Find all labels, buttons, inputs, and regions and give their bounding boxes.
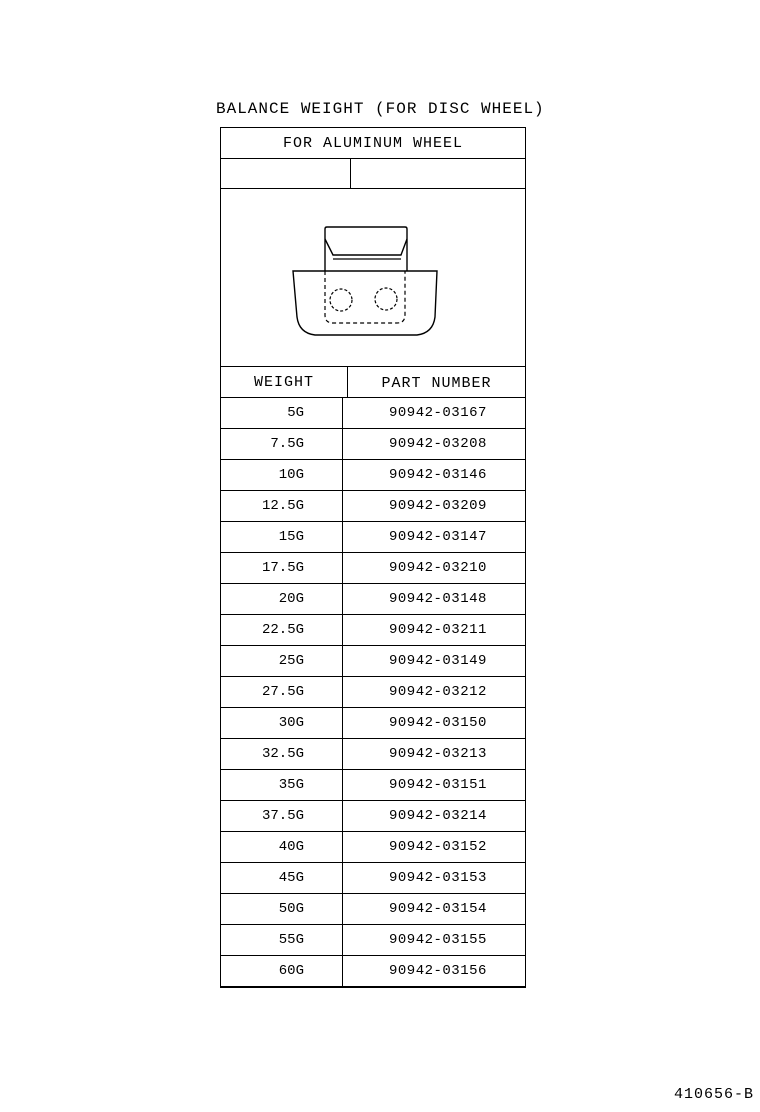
balance-weight-drawing [221, 189, 525, 367]
weight-cell: 55G [221, 925, 343, 955]
table-row [221, 925, 525, 956]
weight-cell: 45G [221, 863, 343, 893]
part-number-cell: 90942-03152 [389, 839, 487, 855]
part-number-cell: 90942-03155 [389, 932, 487, 948]
part-number-cell: 90942-03147 [389, 529, 487, 545]
weight-cell: 20G [221, 584, 343, 614]
part-number-cell: 90942-03150 [389, 715, 487, 731]
table-subtitle: FOR ALUMINUM WHEEL [221, 128, 525, 159]
part-number-cell: 90942-03149 [389, 653, 487, 669]
part-number-cell: 90942-03212 [389, 684, 487, 700]
table-row [221, 398, 525, 429]
figure-id: 410656-B [673, 1086, 754, 1103]
table-row [221, 956, 525, 987]
part-number-cell: 90942-03167 [389, 405, 487, 421]
table-row [221, 429, 525, 460]
part-number-cell: 90942-03156 [389, 963, 487, 979]
parts-table [220, 127, 526, 988]
table-row [221, 894, 525, 925]
table-row [221, 522, 525, 553]
weight-cell: 7.5G [221, 429, 343, 459]
weight-cell: 37.5G [221, 801, 343, 831]
column-header-weight: WEIGHT [221, 367, 348, 397]
weight-cell: 10G [221, 460, 343, 490]
column-header-row [221, 367, 525, 398]
part-number-cell: 90942-03154 [389, 901, 487, 917]
page-title: BALANCE WEIGHT (FOR DISC WHEEL) [216, 100, 545, 118]
column-header-part-number: PART NUMBER [381, 375, 492, 392]
part-number-cell: 90942-03209 [389, 498, 487, 514]
weight-cell: 15G [221, 522, 343, 552]
part-number-cell: 90942-03210 [389, 560, 487, 576]
blank-row [221, 159, 525, 189]
weight-cell: 5G [221, 398, 343, 428]
part-number-cell: 90942-03146 [389, 467, 487, 483]
table-row [221, 708, 525, 739]
table-row [221, 801, 525, 832]
blank-cell-left [221, 159, 351, 188]
table-row [221, 739, 525, 770]
table-row [221, 832, 525, 863]
table-row [221, 491, 525, 522]
part-number-cell: 90942-03153 [389, 870, 487, 886]
table-row [221, 863, 525, 894]
weight-cell: 60G [221, 956, 343, 986]
weight-cell: 40G [221, 832, 343, 862]
table-row [221, 770, 525, 801]
weight-cell: 17.5G [221, 553, 343, 583]
weight-cell: 22.5G [221, 615, 343, 645]
part-number-cell: 90942-03213 [389, 746, 487, 762]
weight-cell: 32.5G [221, 739, 343, 769]
table-body [221, 398, 525, 987]
table-row [221, 460, 525, 491]
weight-cell: 30G [221, 708, 343, 738]
table-row [221, 677, 525, 708]
part-number-cell: 90942-03208 [389, 436, 487, 452]
weight-cell: 27.5G [221, 677, 343, 707]
part-number-cell: 90942-03211 [389, 622, 487, 638]
weight-cell: 35G [221, 770, 343, 800]
table-row [221, 646, 525, 677]
table-row [221, 553, 525, 584]
balance-weight-icon [221, 189, 525, 366]
part-number-cell: 90942-03148 [389, 591, 487, 607]
table-row [221, 615, 525, 646]
weight-cell: 12.5G [221, 491, 343, 521]
table-row [221, 584, 525, 615]
weight-cell: 25G [221, 646, 343, 676]
part-number-cell: 90942-03151 [389, 777, 487, 793]
part-number-cell: 90942-03214 [389, 808, 487, 824]
weight-cell: 50G [221, 894, 343, 924]
